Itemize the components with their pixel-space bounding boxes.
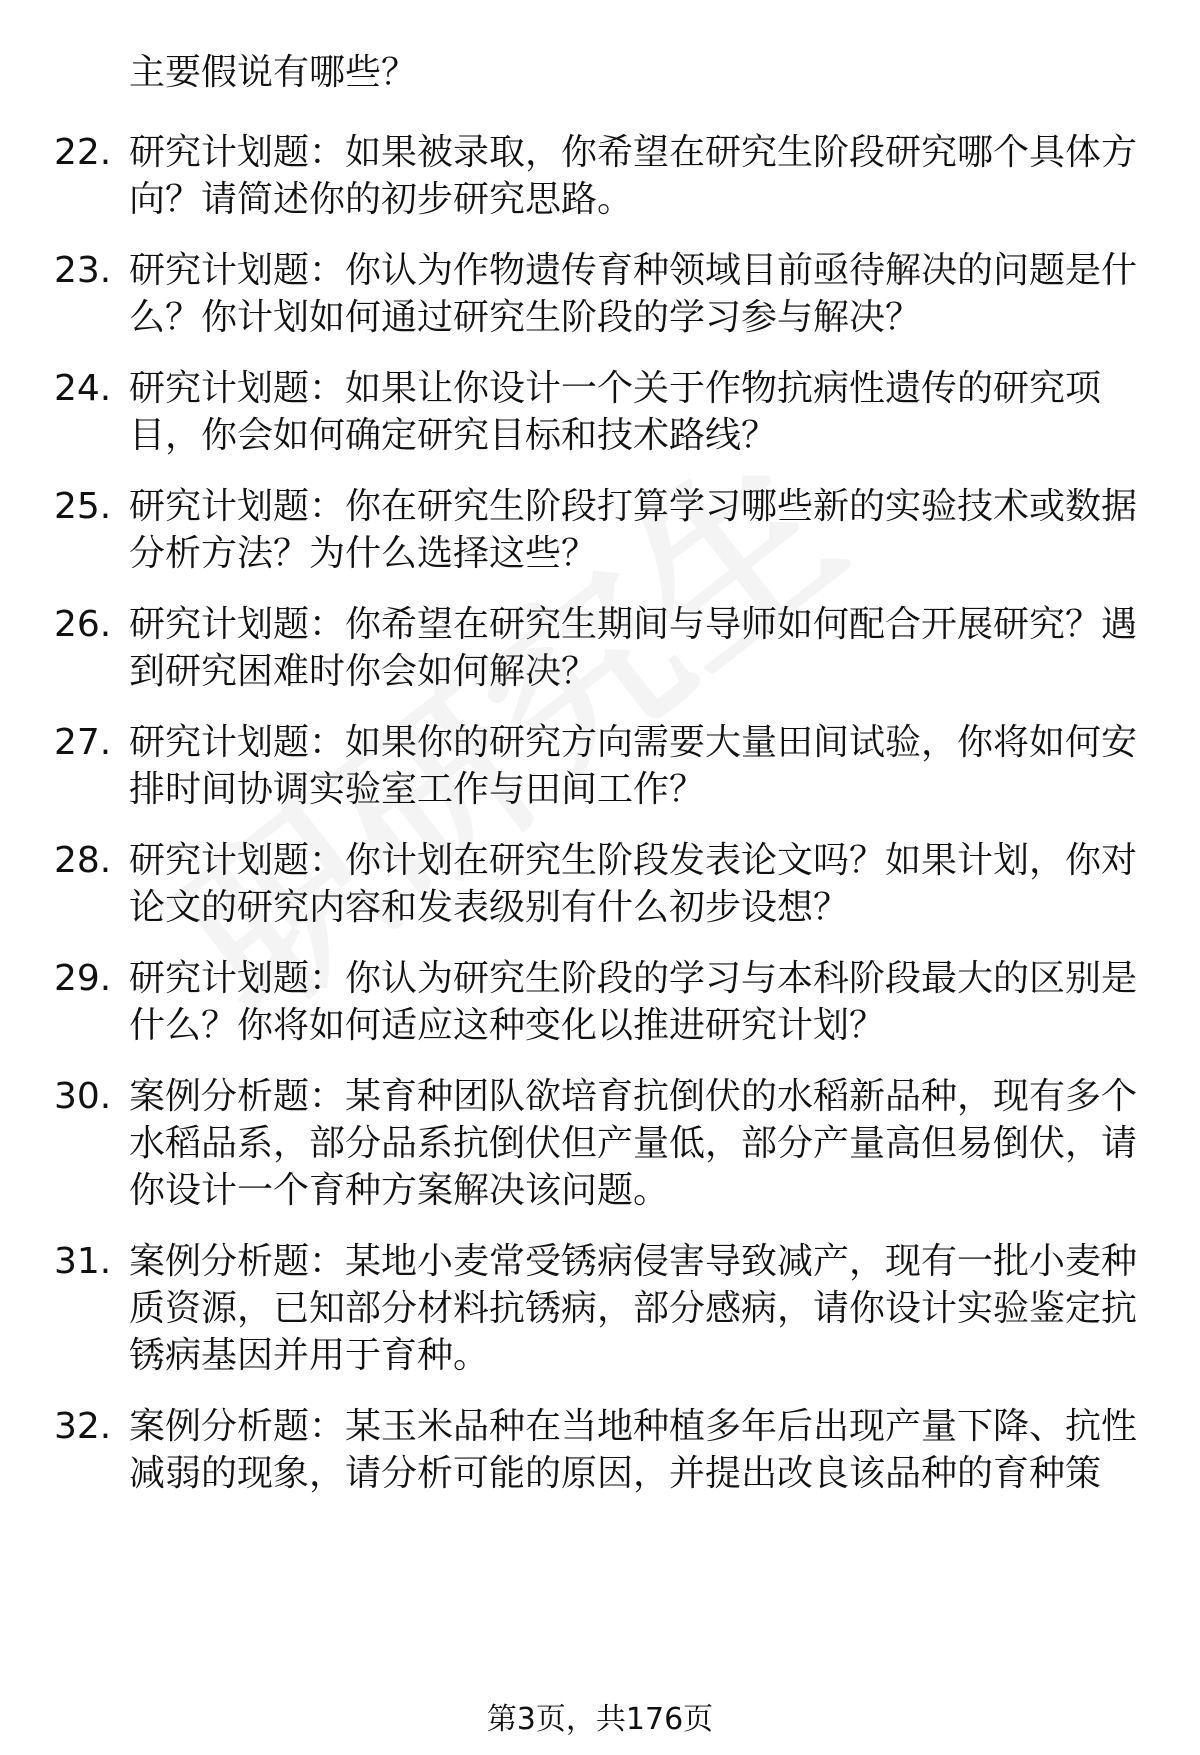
question-line: 什么？你将如何适应这种变化以推进研究计划？ xyxy=(129,1005,886,1046)
question-number: 31. xyxy=(54,1241,112,1282)
question-number: 29. xyxy=(54,958,112,999)
question-number: 24. xyxy=(54,368,112,409)
question-line: 分析方法？为什么选择这些？ xyxy=(129,533,598,574)
question-line: 案例分析题：某玉米品种在当地种植多年后出现产量下降、抗性 xyxy=(129,1406,1138,1447)
question-line: 论文的研究内容和发表级别有什么初步设想？ xyxy=(129,887,850,928)
question-number: 27. xyxy=(54,722,112,763)
question-line: 你设计一个育种方案解决该问题。 xyxy=(129,1170,670,1211)
question-line: 排时间协调实验室工作与田间工作？ xyxy=(129,769,706,810)
question-line: 到研究困难时你会如何解决？ xyxy=(129,651,598,692)
question-number: 23. xyxy=(54,250,112,291)
question-number: 30. xyxy=(54,1076,112,1117)
question-line: 研究计划题：你认为作物遗传育种领域目前亟待解决的问题是什 xyxy=(129,250,1138,291)
question-number: 32. xyxy=(54,1406,112,1447)
question-number: 22. xyxy=(54,132,112,173)
question-number: 28. xyxy=(54,840,112,881)
question-line: 研究计划题：你计划在研究生阶段发表论文吗？如果计划，你对 xyxy=(129,840,1138,881)
question-line: 研究计划题：如果被录取，你希望在研究生阶段研究哪个具体方 xyxy=(129,132,1138,173)
question-line: 研究计划题：你在研究生阶段打算学习哪些新的实验技术或数据 xyxy=(129,486,1138,527)
question-line: 质资源，已知部分材料抗锈病，部分感病，请你设计实验鉴定抗 xyxy=(129,1288,1138,1329)
intro-line: 主要假说有哪些？ xyxy=(129,52,418,93)
question-line: 目，你会如何确定研究目标和技术路线？ xyxy=(129,415,778,456)
question-line: 么？你计划如何通过研究生阶段的学习参与解决？ xyxy=(129,297,922,338)
question-line: 研究计划题：如果你的研究方向需要大量田间试验，你将如何安 xyxy=(129,722,1138,763)
question-line: 锈病基因并用于育种。 xyxy=(129,1335,490,1376)
question-line: 向？请简述你的初步研究思路。 xyxy=(129,179,634,220)
page-footer: 第3页，共176页 xyxy=(486,1702,714,1737)
question-line: 研究计划题：如果让你设计一个关于作物抗病性遗传的研究项 xyxy=(129,368,1102,409)
question-line: 研究计划题：你认为研究生阶段的学习与本科阶段最大的区别是 xyxy=(129,958,1138,999)
question-line: 研究计划题：你希望在研究生期间与导师如何配合开展研究？遇 xyxy=(129,604,1138,645)
question-number: 26. xyxy=(54,604,112,645)
question-line: 案例分析题：某地小麦常受锈病侵害导致减产，现有一批小麦种 xyxy=(129,1241,1138,1282)
question-number: 25. xyxy=(54,486,112,527)
question-line: 水稻品系，部分品系抗倒伏但产量低，部分产量高但易倒伏，请 xyxy=(129,1123,1138,1164)
question-line: 减弱的现象，请分析可能的原因，并提出改良该品种的育种策 xyxy=(129,1453,1102,1494)
question-line: 案例分析题：某育种团队欲培育抗倒伏的水稻新品种，现有多个 xyxy=(129,1076,1138,1117)
